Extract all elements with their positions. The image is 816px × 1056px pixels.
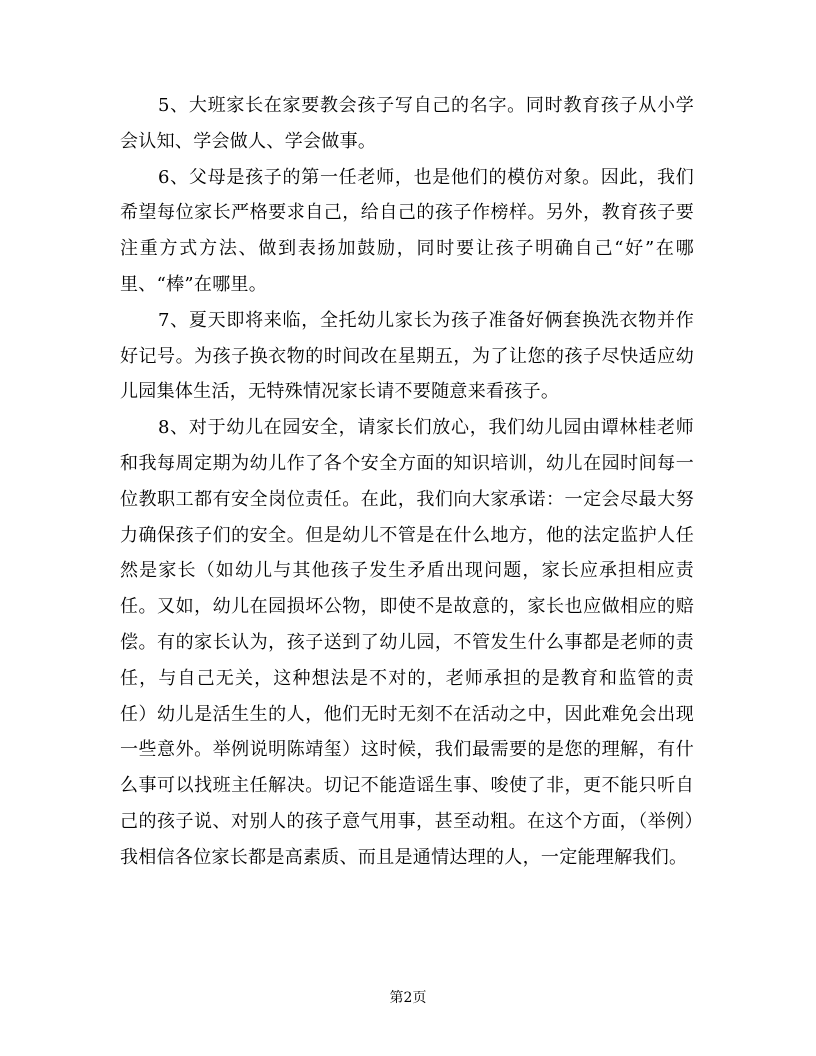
document-body [120, 88, 694, 876]
paragraph-5: 5、大班家长在家要教会孩子写自己的名字。同时教育孩子从小学会认知、学会做人、学会做事。 [120, 95, 694, 152]
paragraph-6: 6、父母是孩子的第一任老师，也是他们的模仿对象。因此，我们希望每位家长严格要求自己，给自己的孩子作榜样。另外，教育孩子要注重方式方法、做到表扬加鼓励，同时要让孩子明确自己“好”在哪里、“棒”在哪里。 [120, 166, 694, 295]
paragraph-7: 7、夏天即将来临，全托幼儿家长为孩子准备好俩套换洗衣物并作好记号。为孩子换衣物的时间改在星期五，为了让您的孩子尽快适应幼儿园集体生活，无特殊情况家长请不要随意来看孩子。 [120, 309, 694, 403]
page-number: 第2页 [389, 990, 427, 1006]
paragraph-8: 8、对于幼儿在园安全，请家长们放心，我们幼儿园由谭林桂老师和我每周定期为幼儿作了各个安全方面的知识培训，幼儿在园时间每一位教职工都有安全岗位责任。在此，我们向大家承诺：一定会尽最大努力确保孩子们的安全。但是幼儿不管是在什么地方，他的法定监护人任然是家长（如幼儿与其他孩子发生矛盾出现问题，家长应承担相应责任。又如，幼儿在园损坏公物，即使不是故意的，家长也应做相应的赔偿。有的家长认为，孩子送到了幼儿园，不管发生什么事都是老师的责任，与自己无关，这种想法是不对的，老师承担的是教育和监管的责任）幼儿是活生生的人，他们无时无刻不在活动之中，因此难免会出现一些意外。举例说明陈靖玺）这时候，我们最需要的是您的理解，有什么事可以找班主任解决。切记不能造谣生事、唆使了非，更不能只听自己的孩子说、对别人的孩子意气用事，甚至动粗。在这个方面，（举例）我相信各位家长都是高素质、而且是通情达理的人，一定能理解我们。 [120, 417, 694, 868]
